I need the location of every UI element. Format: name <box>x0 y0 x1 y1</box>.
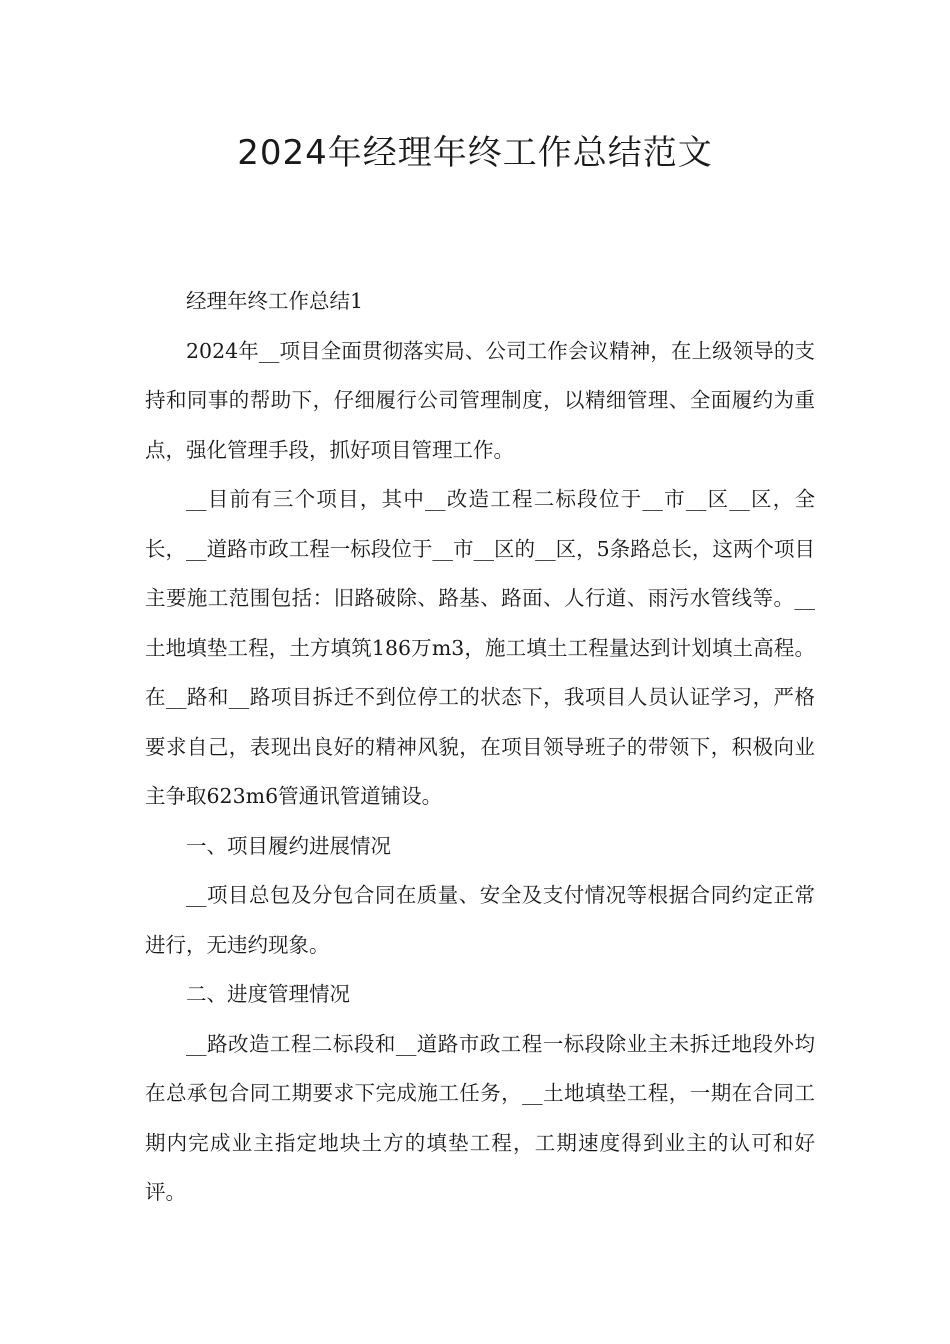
paragraph-projects: __目前有三个项目，其中__改造工程二标段位于__市__区__区，全长，__道路市政工程一标段位于__市__区的__区，5条路总长，这两个项目主要施工范围包括：旧路破除、路基、路面、人行道、雨污水管线等。__土地填垫工程，土方填筑186万m3，施工填土工程量达到计划填土高程。在__路和__路项目拆迁不到位停工的状态下，我项目人员认证学习，严格要求自己，表现出良好的精神风貌，在项目领导班子的带领下，积极向业主争取623m6管通讯管道铺设。 <box>145 487 815 808</box>
paragraph-schedule-management: __路改造工程二标段和__道路市政工程一标段除业主未拆迁地段外均在总承包合同工期要求下完成施工任务，__土地填垫工程，一期在合同工期内完成业主指定地块土方的填垫工程，工期速度得到业主的认可和好评。 <box>145 1031 815 1204</box>
paragraph-intro: 2024年__项目全面贯彻落实局、公司工作会议精神，在上级领导的支持和同事的帮助下，仔细履行公司管理制度，以精细管理、全面履约为重点，强化管理手段，抓好项目管理工作。 <box>145 338 815 462</box>
document-title: 2024年经理年终工作总结范文 <box>237 133 713 173</box>
section-heading-summary-1: 经理年终工作总结1 <box>186 289 364 313</box>
section-heading-contract-performance: 一、项目履约进展情况 <box>186 833 391 858</box>
document-body <box>145 277 815 1218</box>
section-heading-schedule-management: 二、进度管理情况 <box>186 982 350 1006</box>
paragraph-contract-performance: __项目总包及分包合同在质量、安全及支付情况等根据合同约定正常进行，无违约现象。 <box>145 883 815 957</box>
